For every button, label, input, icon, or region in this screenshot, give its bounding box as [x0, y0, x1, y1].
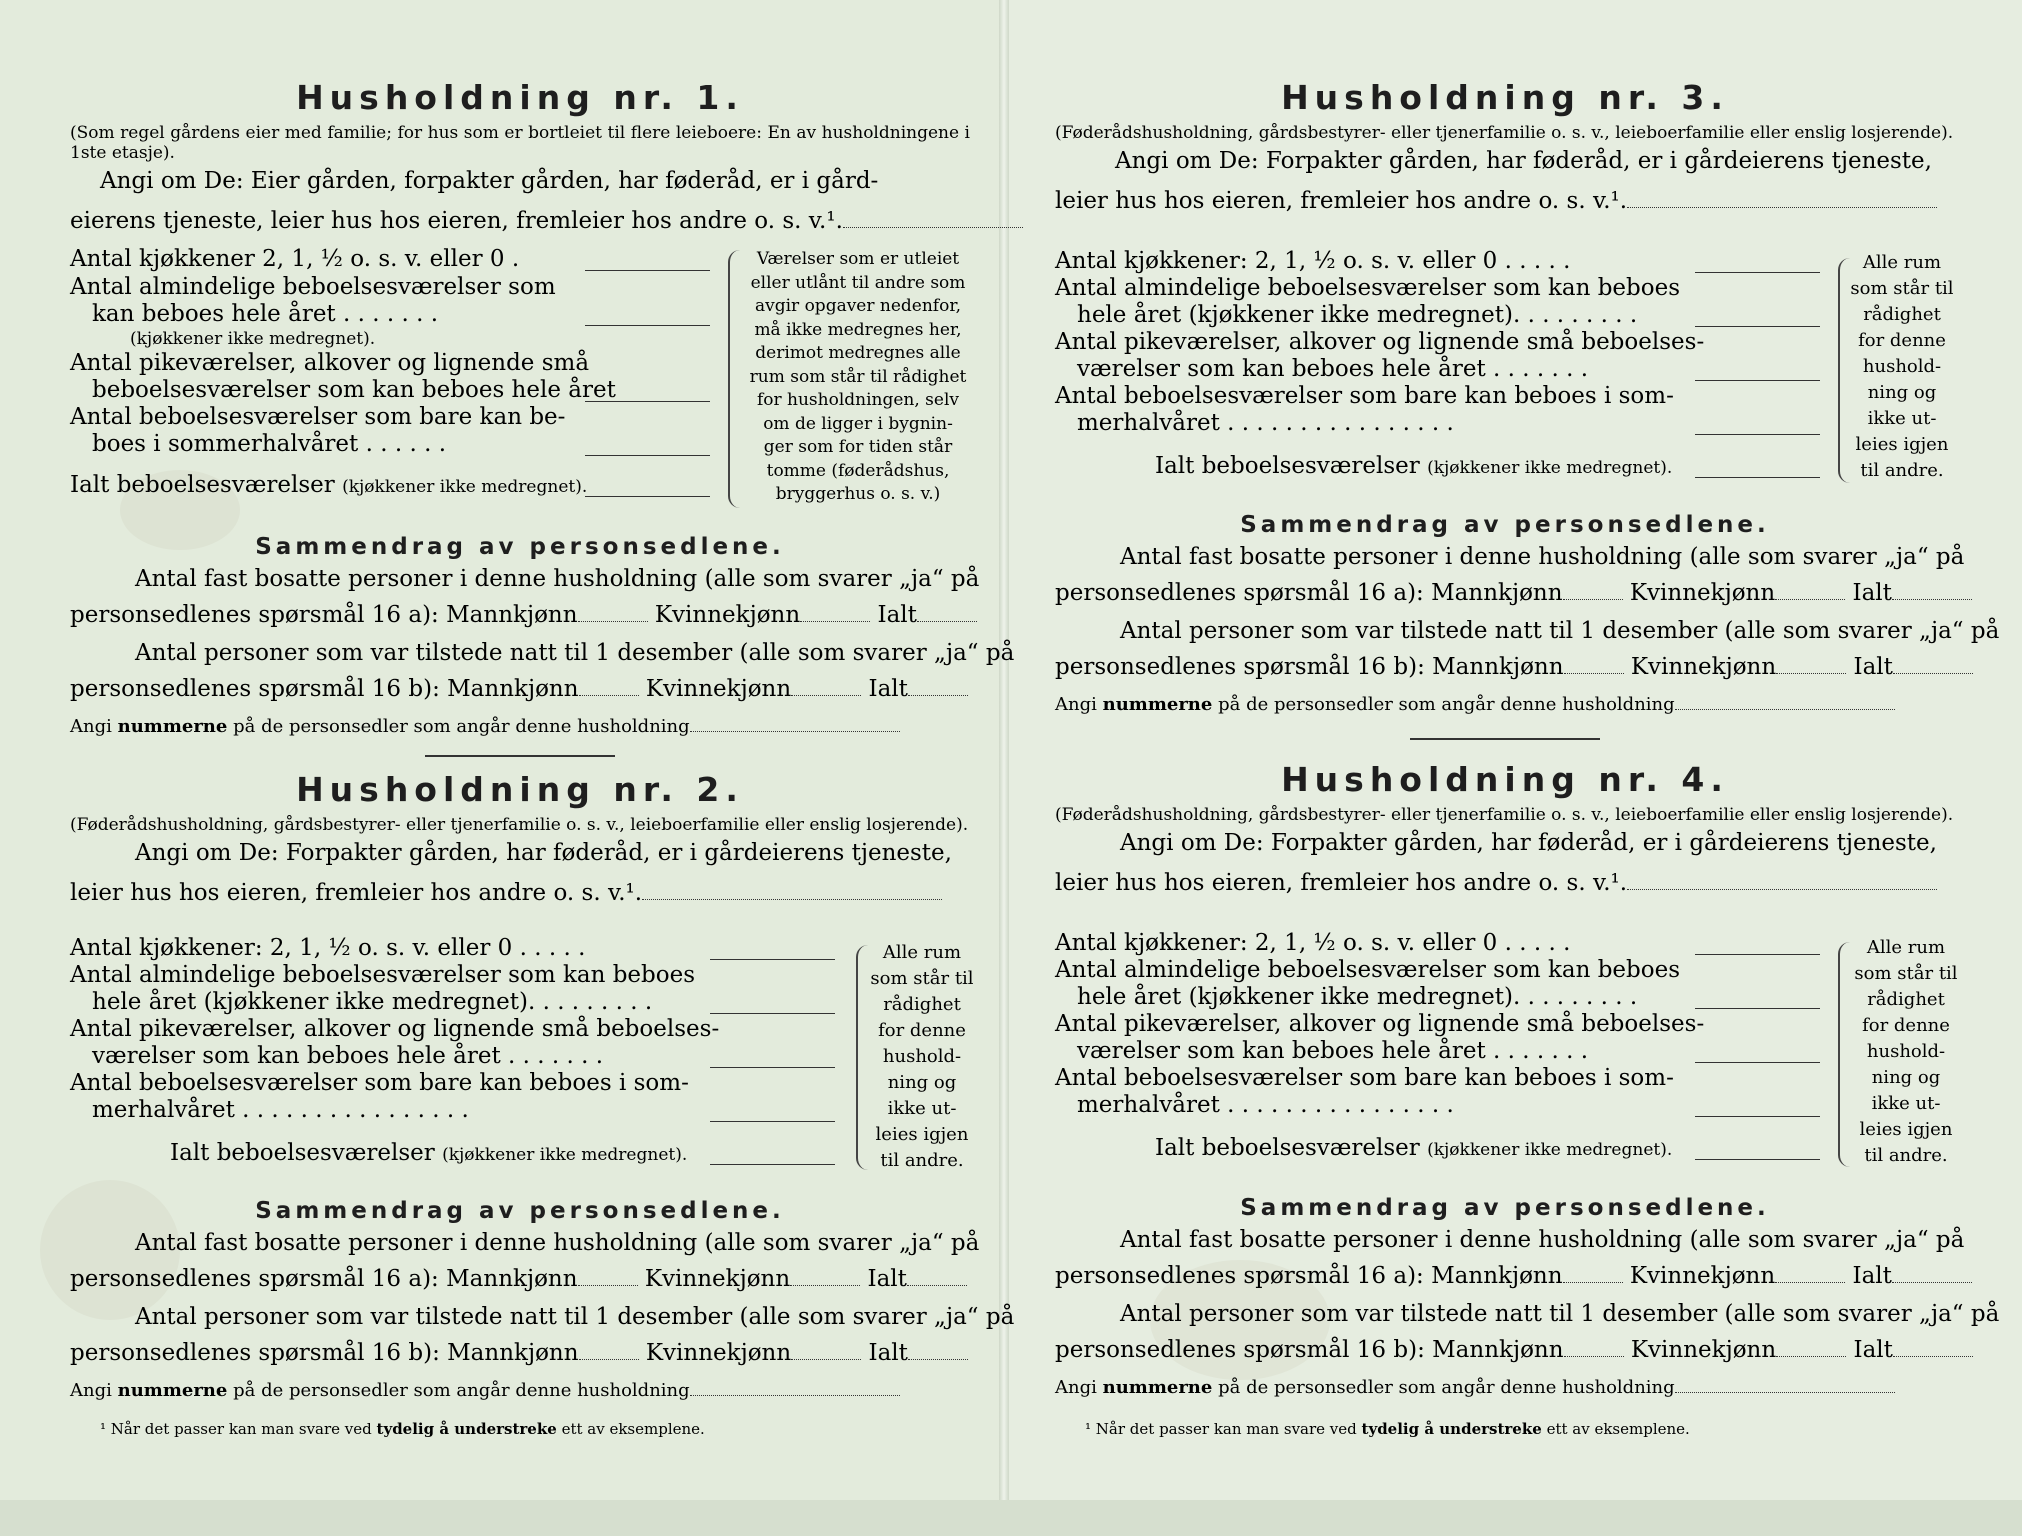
total-field[interactable] [908, 695, 968, 696]
ordinary-rooms-row-1: Antal almindelige beboelsesværelser som kan beboes [70, 962, 696, 988]
household-3-angi-line2: leier hus hos eieren, fremleier hos andre o. s. v.¹. [1055, 188, 1955, 215]
small-rooms-field[interactable] [710, 1067, 835, 1068]
summer-rooms-row-1: Antal beboelsesværelser som bare kan beboes i som- [1055, 1065, 1674, 1091]
female-field[interactable] [1776, 1356, 1846, 1357]
female-field[interactable] [791, 1359, 861, 1360]
section-divider [425, 755, 615, 757]
household-2-side-note: Alle rum som står til rådighet for denne hushold- ning og ikke ut- leies igjen til andre. [870, 942, 974, 1171]
present-persons-line1: Antal personer som var tilstede natt til 1 desember (alle som svarer „ja“ på [1120, 618, 2000, 644]
small-rooms-field[interactable] [585, 401, 710, 402]
permanent-residents-line2: personsedlenes spørsmål 16 a): Mannkjønn Kvinnekjønn Ialt [1055, 580, 1955, 607]
permanent-residents-line1: Antal fast bosatte personer i denne husholdning (alle som svarer „ja“ på [135, 566, 980, 592]
present-persons-line2: personsedlenes spørsmål 16 b): Mannkjønn Kvinnekjønn Ialt [70, 1340, 970, 1367]
male-field[interactable] [1564, 1356, 1624, 1357]
ordinary-rooms-note: (kjøkkener ikke medregnet). [130, 329, 376, 349]
permanent-residents-line2: personsedlenes spørsmål 16 a): Mannkjønn Kvinnekjønn Ialt [70, 1266, 970, 1293]
present-persons-line1: Antal personer som var tilstede natt til 1 desember (alle som svarer „ja“ på [1120, 1301, 2000, 1327]
household-1-note: (Som regel gårdens eier med familie; for hus som er bortleiet til flere leieboere: En av husholdningene i 1ste etasje). [70, 123, 970, 163]
household-4-angi-line2: leier hus hos eieren, fremleier hos andre o. s. v.¹. [1055, 870, 1955, 897]
present-persons-line2: personsedlenes spørsmål 16 b): Mannkjønn Kvinnekjønn Ialt [70, 676, 970, 703]
household-3-section [1055, 78, 1955, 215]
numbers-line: Angi nummerne på de personsedler som angår denne husholdning [70, 1377, 970, 1404]
total-rooms-row: Ialt beboelsesværelser (kjøkkener ikke medregnet). [70, 1140, 850, 1167]
summary-title: Sammendrag av personsedlene. [255, 1198, 785, 1224]
kitchens-field[interactable] [710, 959, 835, 960]
male-field[interactable] [579, 695, 639, 696]
household-1-section [70, 78, 970, 235]
small-rooms-row-1: Antal pikeværelser, alkover og lignende små [70, 350, 590, 376]
ordinary-rooms-row-2: kan beboes hele året . . . . . . . [70, 301, 720, 328]
ordinary-rooms-field[interactable] [585, 325, 710, 326]
household-4-rooms [1055, 930, 1835, 1162]
kitchens-field[interactable] [1695, 272, 1820, 273]
small-rooms-row-1: Antal pikeværelser, alkover og lignende små beboelses- [70, 1016, 720, 1042]
female-field[interactable] [791, 695, 861, 696]
total-field[interactable] [917, 621, 977, 622]
small-rooms-field[interactable] [1695, 380, 1820, 381]
summer-rooms-field[interactable] [1695, 434, 1820, 435]
summer-rooms-field[interactable] [710, 1121, 835, 1122]
summer-rooms-field[interactable] [1695, 1116, 1820, 1117]
total-rooms-field[interactable] [585, 496, 710, 497]
male-field[interactable] [1563, 1282, 1623, 1283]
household-3-side-note: Alle rum som står til rådighet for denne hushold- ning og ikke ut- leies igjen til andre. [1850, 252, 1954, 481]
kitchens-field[interactable] [1695, 954, 1820, 955]
household-2-title: Husholdning nr. 2. [296, 770, 744, 809]
total-field[interactable] [907, 1285, 967, 1286]
household-2-note: (Føderådshusholdning, gårdsbestyrer- eller tjenerfamilie o. s. v., leieboerfamilie eller enslig losjerende). [70, 815, 969, 835]
total-rooms-row: Ialt beboelsesværelser (kjøkkener ikke medregnet). [1055, 1135, 1835, 1162]
total-field[interactable] [908, 1359, 968, 1360]
ordinary-rooms-row-2: hele året (kjøkkener ikke medregnet). . . . . . . . . [70, 989, 850, 1016]
ordinary-rooms-field[interactable] [710, 1013, 835, 1014]
present-persons-line1: Antal personer som var tilstede natt til 1 desember (alle som svarer „ja“ på [135, 1304, 1015, 1330]
household-1-title: Husholdning nr. 1. [296, 78, 744, 117]
summer-rooms-row-2: merhalvåret . . . . . . . . . . . . . . . . [1055, 410, 1835, 437]
section-divider [1410, 738, 1600, 740]
permanent-residents-line1: Antal fast bosatte personer i denne husholdning (alle som svarer „ja“ på [135, 1230, 980, 1256]
ordinary-rooms-row-1: Antal almindelige beboelsesværelser som kan beboes [1055, 275, 1681, 301]
total-rooms-field[interactable] [710, 1164, 835, 1165]
numbers-field[interactable] [1675, 709, 1895, 710]
summary-title: Sammendrag av personsedlene. [1240, 512, 1770, 538]
ordinary-rooms-row-1: Antal almindelige beboelsesværelser som kan beboes [1055, 957, 1681, 983]
small-rooms-row-2: værelser som kan beboes hele året . . . . . . . [70, 1043, 850, 1070]
numbers-line: Angi nummerne på de personsedler som angår denne husholdning [1055, 691, 1955, 718]
small-rooms-row-2: værelser som kan beboes hele året . . . . . . . [1055, 1038, 1835, 1065]
household-4-side-note: Alle rum som står til rådighet for denne hushold- ning og ikke ut- leies igjen til andre. [1854, 937, 1958, 1166]
summer-rooms-field[interactable] [585, 455, 710, 456]
kitchens-row: Antal kjøkkener: 2, 1, ½ o. s. v. eller 0 . . . . . [1055, 930, 1835, 957]
summer-rooms-row-1: Antal beboelsesværelser som bare kan be- [70, 404, 566, 430]
household-4-note: (Føderådshusholdning, gårdsbestyrer- eller tjenerfamilie o. s. v., leieboerfamilie eller enslig losjerende). [1055, 805, 1954, 825]
kitchens-row: Antal kjøkkener: 2, 1, ½ o. s. v. eller 0 . . . . . [70, 935, 850, 962]
female-field[interactable] [800, 621, 870, 622]
household-1-angi-line2: eierens tjeneste, leier hus hos eieren, fremleier hos andre o. s. v.¹. [70, 208, 970, 235]
answer-field[interactable] [642, 899, 942, 900]
small-rooms-row-2: beboelsesværelser som kan beboes hele året [70, 377, 720, 404]
household-3-rooms [1055, 248, 1835, 480]
ordinary-rooms-row-2: hele året (kjøkkener ikke medregnet). . . . . . . . . [1055, 984, 1835, 1011]
answer-field[interactable] [1627, 889, 1937, 890]
household-3-summary [1055, 512, 2000, 718]
present-persons-line2: personsedlenes spørsmål 16 b): Mannkjønn Kvinnekjønn Ialt [1055, 654, 1955, 681]
paper-edge [0, 1500, 2022, 1536]
total-rooms-row: Ialt beboelsesværelser (kjøkkener ikke medregnet). [70, 472, 720, 499]
ordinary-rooms-row-1: Antal almindelige beboelsesværelser som [70, 274, 556, 300]
small-rooms-row-2: værelser som kan beboes hele året . . . . . . . [1055, 356, 1835, 383]
answer-field[interactable] [843, 227, 1023, 228]
summer-rooms-row-2: boes i sommerhalvåret . . . . . . [70, 431, 720, 458]
permanent-residents-line2: personsedlenes spørsmål 16 a): Mannkjønn Kvinnekjønn Ialt [70, 602, 970, 629]
male-field[interactable] [1564, 673, 1624, 674]
male-field[interactable] [579, 1359, 639, 1360]
numbers-field[interactable] [1675, 1392, 1895, 1393]
numbers-line: Angi nummerne på de personsedler som angår denne husholdning [70, 713, 970, 740]
numbers-line: Angi nummerne på de personsedler som angår denne husholdning [1055, 1374, 1955, 1401]
answer-field[interactable] [1627, 207, 1937, 208]
household-1-angi-line1: Angi om De: Eier gården, forpakter gården, har føderåd, er i gård- [100, 168, 879, 194]
household-1-side-note: Værelser som er utleiet eller utlånt til andre som avgir opgaver nedenfor, må ikke medregnes her, derimot medregnes alle rum som står til rådighet for husholdningen, selv om de ligger i bygnin- ger som for tiden står tomme (føderådshus, bryggerhus o. s. v.) [749, 249, 967, 504]
total-rooms-row: Ialt beboelsesværelser (kjøkkener ikke medregnet). [1055, 453, 1835, 480]
male-field[interactable] [1563, 599, 1623, 600]
numbers-field[interactable] [690, 731, 900, 732]
household-1-rooms [70, 246, 720, 499]
small-rooms-row-1: Antal pikeværelser, alkover og lignende små beboelses- [1055, 1011, 1705, 1037]
household-4-title: Husholdning nr. 4. [1281, 760, 1729, 799]
household-3-title: Husholdning nr. 3. [1281, 78, 1729, 117]
summary-title: Sammendrag av personsedlene. [255, 534, 785, 560]
small-rooms-row-1: Antal pikeværelser, alkover og lignende små beboelses- [1055, 329, 1705, 355]
male-field[interactable] [578, 1285, 638, 1286]
total-rooms-field[interactable] [1695, 477, 1820, 478]
total-rooms-field[interactable] [1695, 1159, 1820, 1160]
household-2-angi-line1: Angi om De: Forpakter gården, har føderåd, er i gårdeierens tjeneste, [135, 840, 952, 866]
ordinary-rooms-row-2: hele året (kjøkkener ikke medregnet). . . . . . . . . [1055, 302, 1835, 329]
male-field[interactable] [578, 621, 648, 622]
female-field[interactable] [1776, 673, 1846, 674]
kitchens-row: Antal kjøkkener 2, 1, ½ o. s. v. eller 0 . [70, 246, 720, 273]
ordinary-rooms-field[interactable] [1695, 1008, 1820, 1009]
summer-rooms-row-2: merhalvåret . . . . . . . . . . . . . . . . [70, 1097, 850, 1124]
household-2-summary [70, 1198, 1015, 1404]
present-persons-line2: personsedlenes spørsmål 16 b): Mannkjønn Kvinnekjønn Ialt [1055, 1337, 1955, 1364]
kitchens-row: Antal kjøkkener: 2, 1, ½ o. s. v. eller 0 . . . . . [1055, 248, 1835, 275]
female-field[interactable] [790, 1285, 860, 1286]
household-2-section [70, 770, 970, 907]
permanent-residents-line1: Antal fast bosatte personer i denne husholdning (alle som svarer „ja“ på [1120, 544, 1965, 570]
total-field[interactable] [1893, 1356, 1973, 1357]
permanent-residents-line2: personsedlenes spørsmål 16 a): Mannkjønn Kvinnekjønn Ialt [1055, 1263, 1955, 1290]
total-field[interactable] [1893, 673, 1973, 674]
footnote: ¹ Når det passer kan man svare ved tydelig å understreke ett av eksemplene. [100, 1420, 705, 1438]
ordinary-rooms-field[interactable] [1695, 326, 1820, 327]
kitchens-field[interactable] [585, 270, 710, 271]
small-rooms-field[interactable] [1695, 1062, 1820, 1063]
total-field[interactable] [1892, 1282, 1972, 1283]
female-field[interactable] [1775, 599, 1845, 600]
female-field[interactable] [1775, 1282, 1845, 1283]
household-3-note: (Føderådshusholdning, gårdsbestyrer- eller tjenerfamilie o. s. v., leieboerfamilie eller enslig losjerende). [1055, 123, 1954, 143]
footnote: ¹ Når det passer kan man svare ved tydelig å understreke ett av eksemplene. [1085, 1420, 1690, 1438]
summer-rooms-row-1: Antal beboelsesværelser som bare kan beboes i som- [70, 1070, 689, 1096]
numbers-field[interactable] [690, 1395, 900, 1396]
household-4-section [1055, 760, 1955, 897]
total-field[interactable] [1892, 599, 1972, 600]
household-2-rooms [70, 935, 850, 1167]
summer-rooms-row-1: Antal beboelsesværelser som bare kan beboes i som- [1055, 383, 1674, 409]
household-1-summary [70, 534, 1015, 740]
permanent-residents-line1: Antal fast bosatte personer i denne husholdning (alle som svarer „ja“ på [1120, 1227, 1965, 1253]
summary-title: Sammendrag av personsedlene. [1240, 1195, 1770, 1221]
summer-rooms-row-2: merhalvåret . . . . . . . . . . . . . . . . [1055, 1092, 1835, 1119]
household-2-angi-line2: leier hus hos eieren, fremleier hos andre o. s. v.¹. [70, 880, 970, 907]
household-4-summary [1055, 1195, 2000, 1401]
present-persons-line1: Antal personer som var tilstede natt til 1 desember (alle som svarer „ja“ på [135, 640, 1015, 666]
household-3-angi-line1: Angi om De: Forpakter gården, har føderåd, er i gårdeierens tjeneste, [1115, 148, 1932, 174]
household-4-angi-line1: Angi om De: Forpakter gården, har føderåd, er i gårdeierens tjeneste, [1120, 830, 1937, 856]
